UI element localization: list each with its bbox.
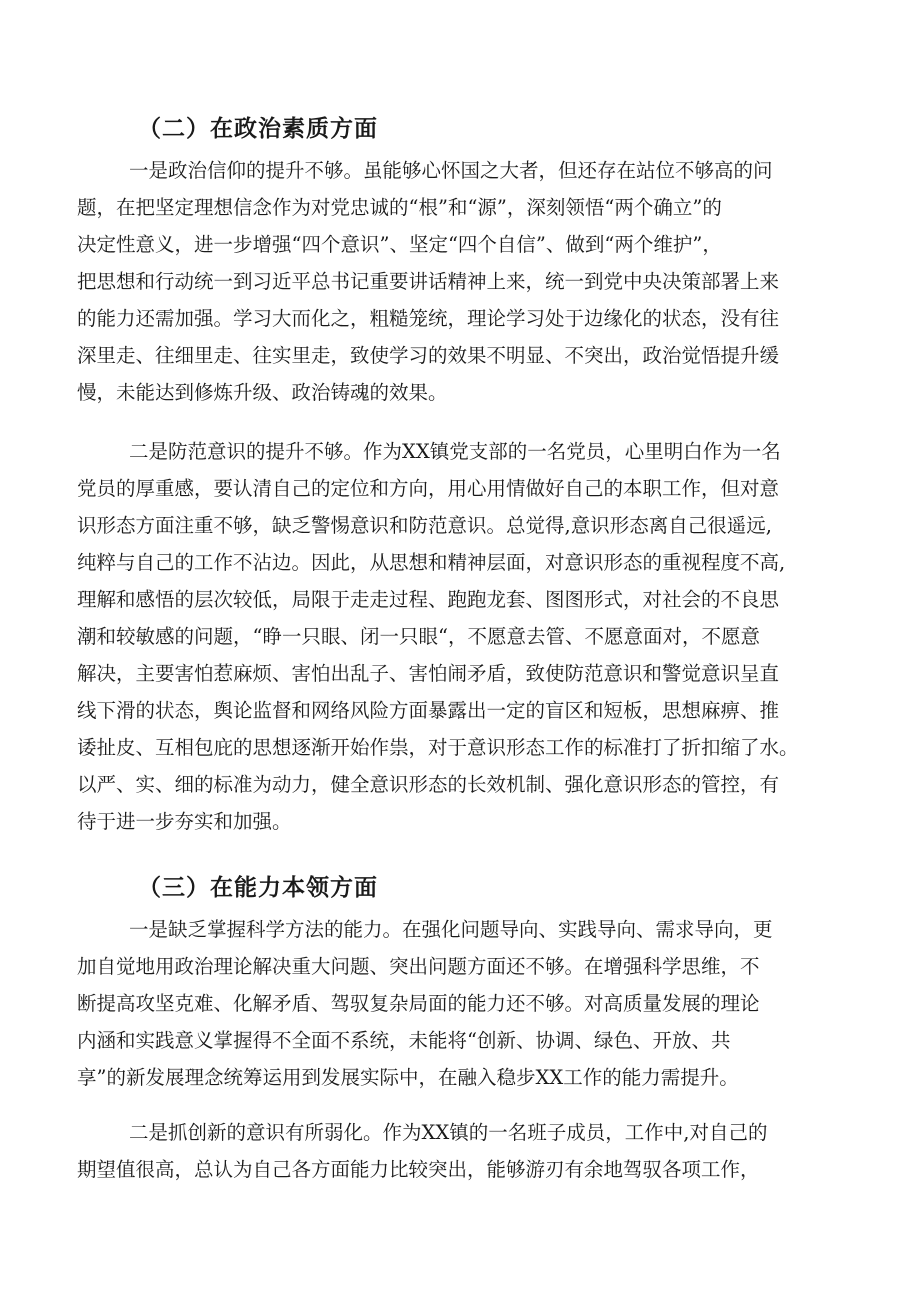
paragraph-line: 解决，主要害怕惹麻烦、害怕出乱子、害怕闹矛盾，致使防范意识和警觉意识呈直 <box>77 662 780 685</box>
paragraph-line: 线下滑的状态，舆论监督和网络风险方面暴露出一定的盲区和短板，思想麻痹、推 <box>77 699 780 722</box>
paragraph-line: 识形态方面注重不够，缺乏警惕意识和防范意识。总觉得,意识形态离自己很遥远, <box>77 514 772 537</box>
paragraph-scientific-method <box>77 911 867 1096</box>
paragraph-line: 的能力还需加强。学习大而化之，粗糙笼统，理论学习处于边缘化的状态，没有往 <box>77 307 780 330</box>
paragraph-line: 内涵和实践意义掌握得不全面不系统，未能将“创新、协调、绿色、开放、共 <box>77 1029 731 1052</box>
paragraph-line: 决定性意义，进一步增强“四个意识”、坚定“四个自信”、做到“两个维护”， <box>77 233 722 256</box>
paragraph-prevention-awareness <box>77 433 867 840</box>
paragraph-line: 把思想和行动统一到习近平总书记重要讲话精神上来，统一到党中央决策部署上来 <box>77 270 780 293</box>
paragraph-line: 潮和较敏感的问题，“睁一只眼、闭一只眼“，不愿意去管、不愿意面对，不愿意 <box>77 625 760 648</box>
paragraph-line: 期望值很高，总认为自己各方面能力比较突出，能够游刃有余地驾驭各项工作， <box>77 1158 760 1181</box>
paragraph-line: 断提高攻坚克难、化解矛盾、驾驭复杂局面的能力还不够。对高质量发展的理论 <box>77 992 760 1015</box>
paragraph-line: 享”的新发展理念统筹运用到发展实际中，在融入稳步XX工作的能力需提升。 <box>77 1066 739 1089</box>
paragraph-line: 党员的厚重感，要认清自己的定位和方向，用心用情做好自己的本职工作，但对意 <box>77 477 780 500</box>
section-heading-ability: （三）在能力本领方面 <box>138 875 378 901</box>
paragraph-line: 一是政治信仰的提升不够。虽能够心怀国之大者，但还存在站位不够高的问 <box>129 159 773 182</box>
paragraph-line: 以严、实、细的标准为动力，健全意识形态的长效机制、强化意识形态的管控，有 <box>77 773 780 796</box>
paragraph-line: 慢，未能达到修炼升级、政治铸魂的效果。 <box>77 381 448 404</box>
paragraph-line: 二是抓创新的意识有所弱化。作为XX镇的一名班子成员，工作中,对自己的 <box>129 1121 768 1144</box>
paragraph-political-belief <box>77 152 867 411</box>
paragraph-line: 题，在把坚定理想信念作为对党忠诚的“根”和“源”，深刻领悟“两个确立”的 <box>77 196 722 219</box>
paragraph-line: 深里走、往细里走、往实里走，致使学习的效果不明显、不突出，政治觉悟提升缓 <box>77 344 780 367</box>
paragraph-innovation-awareness <box>77 1114 867 1188</box>
paragraph-line: 待于进一步夯实和加强。 <box>77 810 292 833</box>
paragraph-line: 一是缺乏掌握科学方法的能力。在强化问题导向、实践导向、需求导向，更 <box>129 918 773 941</box>
paragraph-line: 加自觉地用政治理论解决重大问题、突出问题方面还不够。在增强科学思维，不 <box>77 955 760 978</box>
section-heading-political: （二）在政治素质方面 <box>138 116 378 142</box>
paragraph-line: 二是防范意识的提升不够。作为XX镇党支部的一名党员，心里明白作为一名 <box>129 440 781 463</box>
paragraph-line: 诿扯皮、互相包庇的思想逐渐开始作祟，对于意识形态工作的标准打了折扣缩了水。 <box>77 736 799 759</box>
paragraph-line: 纯粹与自己的工作不沾边。因此，从思想和精神层面，对意识形态的重视程度不高, <box>77 551 786 574</box>
paragraph-line: 理解和感悟的层次较低，局限于走走过程、跑跑龙套、图图形式，对社会的不良思 <box>77 588 780 611</box>
